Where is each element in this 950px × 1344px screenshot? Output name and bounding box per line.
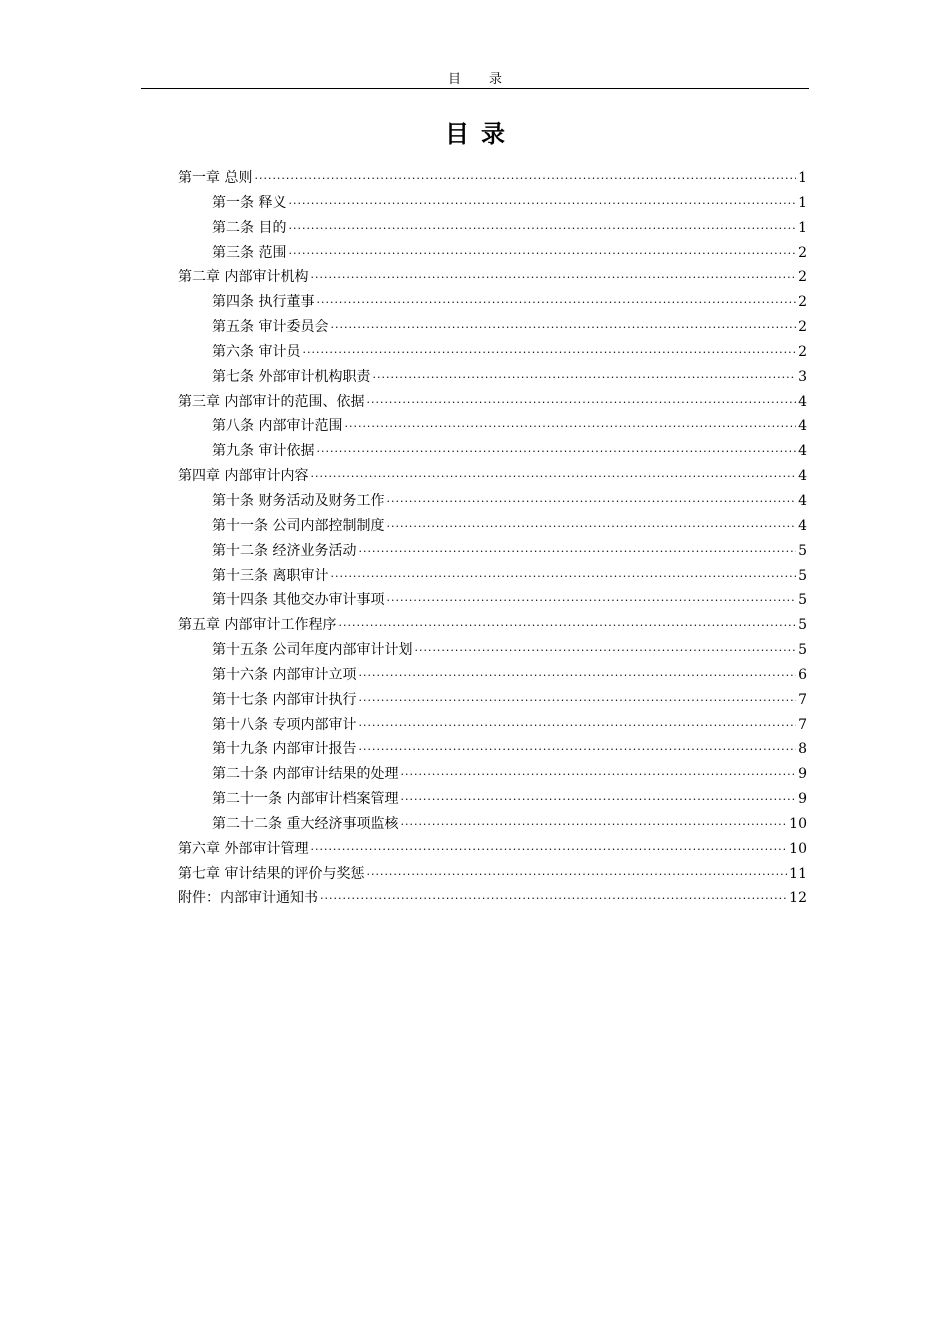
toc-entry[interactable] — [178, 439, 807, 464]
toc-leader-dots — [358, 738, 796, 763]
toc-entry-page-number: 4 — [798, 443, 807, 460]
toc-entry[interactable] — [178, 564, 807, 589]
toc-entry-label: 第十一条 公司内部控制制度 — [212, 517, 385, 534]
toc-entry-page-number: 7 — [798, 691, 807, 708]
toc-entry-page-number: 11 — [789, 865, 807, 882]
toc-leader-dots — [288, 192, 796, 217]
toc-entry[interactable] — [178, 414, 807, 439]
toc-entry[interactable] — [178, 315, 807, 340]
toc-entry-label: 第一章 总则 — [178, 170, 253, 186]
toc-leader-dots — [338, 614, 796, 639]
toc-entry-label: 第十六条 内部审计立项 — [212, 666, 357, 683]
toc-entry[interactable] — [178, 290, 807, 315]
toc-leader-dots — [414, 639, 796, 664]
toc-leader-dots — [366, 863, 787, 888]
toc-leader-dots — [400, 763, 796, 788]
toc-entry[interactable] — [178, 340, 807, 365]
toc-entry-label: 第四章 内部审计内容 — [178, 468, 309, 485]
toc-entry-label: 第二十二条 重大经济事项监核 — [212, 815, 399, 832]
toc-leader-dots — [316, 291, 796, 316]
toc-entry[interactable] — [178, 588, 807, 613]
toc-entry-label: 第二条 目的 — [212, 219, 287, 236]
toc-leader-dots — [400, 788, 796, 813]
toc-entry-page-number: 2 — [798, 244, 807, 261]
toc-entry-page-number: 2 — [798, 319, 807, 336]
toc-list — [178, 166, 807, 911]
toc-entry[interactable] — [178, 862, 807, 887]
toc-entry-label: 第七条 外部审计机构职责 — [212, 368, 371, 385]
toc-entry-label: 第八条 内部审计范围 — [212, 418, 343, 435]
toc-entry[interactable] — [178, 365, 807, 390]
toc-entry-label: 第二十条 内部审计结果的处理 — [212, 766, 399, 783]
toc-entry-page-number: 1 — [798, 194, 807, 211]
toc-entry-label: 第十三条 离职审计 — [212, 567, 329, 584]
toc-leader-dots — [316, 440, 796, 465]
toc-entry[interactable] — [178, 539, 807, 564]
toc-leader-dots — [254, 167, 796, 192]
toc-entry-page-number: 2 — [798, 269, 807, 286]
toc-entry-label: 第三条 范围 — [212, 244, 287, 261]
toc-entry-page-number: 6 — [798, 666, 807, 683]
toc-entry[interactable] — [178, 812, 807, 837]
toc-entry-label: 第二十一条 内部审计档案管理 — [212, 791, 399, 808]
toc-entry-label: 第十八条 专项内部审计 — [212, 716, 357, 733]
toc-leader-dots — [358, 540, 796, 565]
toc-entry-page-number: 9 — [798, 766, 807, 783]
toc-entry[interactable] — [178, 663, 807, 688]
toc-entry-label: 第五章 内部审计工作程序 — [178, 617, 337, 634]
toc-entry-page-number: 5 — [798, 642, 807, 659]
toc-leader-dots — [386, 515, 796, 540]
toc-leader-dots — [358, 714, 796, 739]
toc-entry[interactable] — [178, 265, 807, 290]
toc-entry-page-number: 4 — [798, 492, 807, 509]
toc-leader-dots — [288, 217, 796, 242]
toc-entry-page-number: 4 — [798, 418, 807, 435]
toc-leader-dots — [358, 664, 796, 689]
toc-entry-label: 第六条 审计员 — [212, 343, 301, 360]
toc-entry-page-number: 5 — [798, 617, 807, 634]
toc-entry[interactable] — [178, 464, 807, 489]
toc-entry[interactable] — [178, 390, 807, 415]
toc-entry[interactable] — [178, 613, 807, 638]
toc-entry[interactable] — [178, 837, 807, 862]
toc-leader-dots — [310, 465, 796, 490]
toc-leader-dots — [358, 689, 796, 714]
toc-leader-dots — [386, 490, 796, 515]
toc-entry-label: 第四条 执行董事 — [212, 294, 315, 311]
toc-entry-label: 第十条 财务活动及财务工作 — [212, 492, 385, 509]
toc-leader-dots — [302, 341, 796, 366]
toc-title: 目录 — [445, 120, 517, 148]
toc-entry-page-number: 12 — [789, 890, 807, 907]
toc-entry-label: 第六章 外部审计管理 — [178, 840, 309, 857]
toc-entry-page-number: 2 — [798, 343, 807, 360]
running-header: 目录 — [447, 72, 530, 87]
header-rule — [141, 88, 809, 89]
toc-leader-dots — [386, 589, 796, 614]
toc-entry-label: 第一条 释义 — [212, 194, 287, 211]
toc-entry-label: 第十四条 其他交办审计事项 — [212, 592, 385, 609]
toc-entry[interactable] — [178, 191, 807, 216]
toc-entry-page-number: 5 — [798, 567, 807, 584]
toc-entry-page-number: 2 — [798, 294, 807, 311]
toc-entry[interactable] — [178, 787, 807, 812]
toc-entry-page-number: 9 — [798, 791, 807, 808]
toc-leader-dots — [344, 415, 796, 440]
toc-entry[interactable] — [178, 489, 807, 514]
toc-entry-label: 第九条 审计依据 — [212, 443, 315, 460]
toc-entry-page-number: 1 — [798, 219, 807, 236]
toc-entry-label: 第三章 内部审计的范围、依据 — [178, 393, 365, 410]
toc-leader-dots — [330, 316, 796, 341]
toc-entry[interactable] — [178, 713, 807, 738]
toc-entry-page-number: 10 — [789, 815, 807, 832]
toc-entry[interactable] — [178, 241, 807, 266]
toc-entry[interactable] — [178, 638, 807, 663]
toc-leader-dots — [400, 813, 787, 838]
toc-entry-page-number: 3 — [798, 368, 807, 385]
toc-entry-page-number: 4 — [798, 393, 807, 410]
toc-entry-label: 第五条 审计委员会 — [212, 319, 329, 336]
toc-entry[interactable] — [178, 737, 807, 762]
toc-entry[interactable] — [178, 216, 807, 241]
toc-entry-page-number: 4 — [798, 468, 807, 485]
toc-leader-dots — [372, 366, 796, 391]
toc-entry-page-number: 4 — [798, 517, 807, 534]
toc-entry-label: 第十五条 公司年度内部审计计划 — [212, 642, 413, 659]
toc-entry-page-number: 5 — [798, 592, 807, 609]
toc-entry[interactable] — [178, 762, 807, 787]
toc-entry-label: 第十二条 经济业务活动 — [212, 542, 357, 559]
toc-entry-page-number: 5 — [798, 542, 807, 559]
toc-entry-page-number: 1 — [798, 170, 807, 186]
toc-leader-dots — [330, 565, 796, 590]
toc-leader-dots — [288, 242, 796, 267]
toc-leader-dots — [366, 391, 796, 416]
toc-entry-page-number: 7 — [798, 716, 807, 733]
toc-entry-label: 第十七条 内部审计执行 — [212, 691, 357, 708]
toc-entry-page-number: 8 — [798, 741, 807, 758]
toc-leader-dots — [310, 838, 787, 863]
toc-entry[interactable] — [178, 688, 807, 713]
toc-entry-label: 第十九条 内部审计报告 — [212, 741, 357, 758]
toc-entry[interactable] — [178, 166, 807, 191]
toc-leader-dots — [320, 887, 787, 912]
toc-entry-label: 附件：内部审计通知书 — [178, 890, 318, 907]
toc-leader-dots — [310, 266, 796, 291]
toc-entry-label: 第二章 内部审计机构 — [178, 269, 309, 286]
toc-entry[interactable] — [178, 886, 807, 911]
toc-entry-page-number: 10 — [789, 840, 807, 857]
toc-entry[interactable] — [178, 514, 807, 539]
toc-entry-label: 第七章 审计结果的评价与奖惩 — [178, 865, 365, 882]
